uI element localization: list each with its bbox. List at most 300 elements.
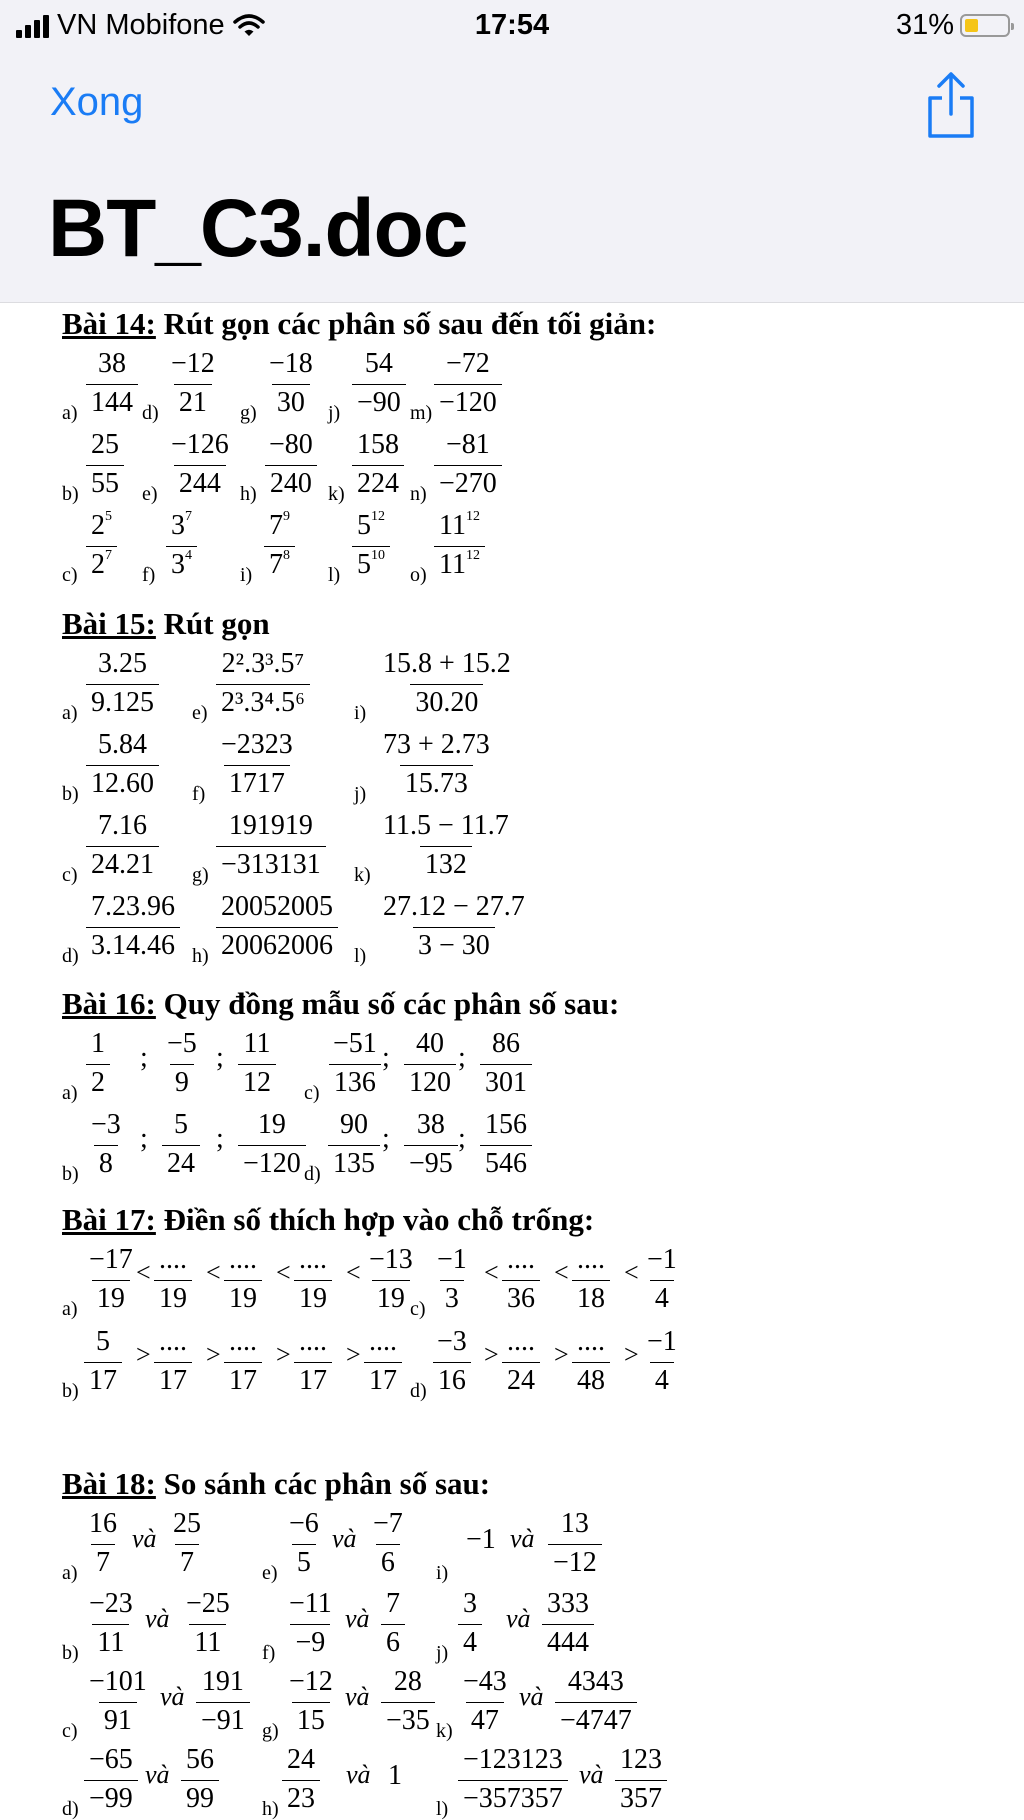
exponent: 12	[465, 548, 480, 563]
fraction	[224, 1242, 262, 1317]
denominator: 144	[86, 384, 138, 421]
denominator: 16	[433, 1362, 471, 1399]
denominator: 19	[294, 1280, 332, 1317]
item-label: j)	[354, 783, 367, 805]
denominator: −4747	[555, 1702, 637, 1739]
numerator: 24	[287, 1744, 315, 1775]
numerator: ....	[507, 1326, 535, 1357]
item-label: e)	[192, 702, 208, 724]
number-one: 1	[388, 1760, 402, 1791]
comparison-sign: >	[276, 1340, 291, 1369]
fraction	[368, 1506, 408, 1581]
denominator: 19	[224, 1280, 262, 1317]
numerator: 73 + 2.73	[383, 729, 490, 760]
numerator: −123123	[463, 1744, 563, 1775]
numerator: 123	[620, 1744, 662, 1775]
fraction	[458, 1742, 568, 1817]
numerator: 15.8 + 15.2	[383, 648, 511, 679]
fraction	[284, 1664, 338, 1739]
denominator: −91	[196, 1702, 250, 1739]
battery-icon	[960, 14, 1010, 37]
fraction	[86, 508, 117, 583]
denominator: 48	[572, 1362, 610, 1399]
numerator: ....	[299, 1326, 327, 1357]
fraction	[352, 427, 404, 502]
fraction	[432, 1242, 472, 1317]
exercise-heading	[62, 986, 619, 1022]
fraction	[84, 1324, 122, 1399]
item-label: c)	[410, 1298, 426, 1320]
separator: ;	[140, 1123, 148, 1154]
numerator: −3	[437, 1326, 467, 1357]
denominator: $5^{10}$	[352, 546, 390, 583]
denominator: 11	[189, 1624, 226, 1661]
item-label: f)	[142, 564, 156, 586]
fraction	[86, 727, 159, 802]
item-label: h)	[192, 945, 209, 967]
and-word: và	[345, 1604, 370, 1633]
denominator: 120	[404, 1064, 456, 1101]
battery-percent: 31%	[895, 9, 954, 41]
numerator: 2².3³.5⁷	[221, 648, 305, 679]
comparison-sign: <	[484, 1258, 499, 1287]
numerator: 7	[386, 1588, 400, 1619]
fraction	[84, 1506, 122, 1581]
denominator: 30	[272, 384, 310, 421]
denominator: 30.20	[410, 684, 483, 721]
numerator: 25	[173, 1508, 201, 1539]
number-minus-one: −1	[466, 1524, 496, 1555]
denominator: 132	[420, 846, 472, 883]
document-title: BT_C3.doc	[48, 183, 468, 274]
item-label: d)	[62, 945, 79, 967]
denominator: 21	[174, 384, 212, 421]
exercise-instruction: Rút gọn các phân số sau đến tối giản:	[155, 306, 657, 341]
numerator: ....	[229, 1244, 257, 1275]
denominator: 19	[92, 1280, 130, 1317]
item-label: j)	[436, 1642, 449, 1664]
comparison-sign: <	[276, 1258, 291, 1287]
denominator: 17	[84, 1362, 122, 1399]
numerator: −43	[463, 1666, 507, 1697]
numerator: 16	[89, 1508, 117, 1539]
item-label: o)	[410, 564, 427, 586]
item-label: f)	[262, 1642, 276, 1664]
exponent: 12	[371, 509, 385, 524]
numerator: 191	[201, 1666, 244, 1697]
item-label: l)	[436, 1798, 449, 1820]
comparison-sign: >	[624, 1340, 639, 1369]
denominator: 3.14.46	[86, 927, 180, 964]
item-label: n)	[410, 483, 427, 505]
numerator: ....	[577, 1326, 605, 1357]
exercise-instruction: Rút gọn	[155, 606, 270, 641]
item-label: i)	[436, 1562, 449, 1584]
exercise-instruction: Quy đồng mẫu số các phân số sau:	[155, 986, 620, 1021]
fraction	[86, 1107, 126, 1182]
denominator: −357357	[458, 1780, 568, 1817]
numerator: 1	[91, 1028, 105, 1059]
fraction	[86, 646, 159, 721]
fraction	[502, 1242, 540, 1317]
item-label: b)	[62, 1163, 79, 1185]
fraction	[84, 1586, 138, 1661]
numerator: 38	[98, 348, 126, 379]
item-label: g)	[240, 402, 257, 424]
comparison-sign: <	[346, 1258, 361, 1287]
denominator: 19	[154, 1280, 192, 1317]
fraction	[572, 1324, 610, 1399]
item-label: b)	[62, 483, 79, 505]
item-label: d)	[142, 402, 159, 424]
comparison-sign: >	[136, 1340, 151, 1369]
item-label: b)	[62, 1642, 79, 1664]
fraction	[458, 1664, 512, 1739]
numerator: 158	[357, 429, 399, 460]
comparison-sign: <	[136, 1258, 151, 1287]
item-label: c)	[62, 864, 78, 886]
item-label: h)	[240, 483, 257, 505]
numerator: ....	[159, 1326, 187, 1357]
item-label: e)	[262, 1562, 278, 1584]
fraction	[378, 889, 530, 964]
exponent: 7	[105, 548, 112, 563]
item-label: i)	[240, 564, 253, 586]
fraction	[381, 1664, 435, 1739]
denominator: 2	[86, 1064, 110, 1101]
fraction	[168, 1506, 206, 1581]
numerator: 28	[393, 1666, 422, 1697]
denominator: 15.73	[400, 765, 473, 802]
numerator: −23	[89, 1588, 133, 1619]
numerator: 3	[463, 1588, 477, 1619]
denominator: 15	[292, 1702, 330, 1739]
denominator: 301	[480, 1064, 532, 1101]
denominator: 99	[181, 1780, 219, 1817]
numerator: 27.12 − 27.7	[383, 891, 525, 922]
fraction	[86, 1026, 110, 1101]
denominator: 17	[224, 1362, 262, 1399]
item-label: c)	[62, 1720, 78, 1742]
status-bar	[0, 0, 1024, 50]
denominator: 7	[175, 1544, 199, 1581]
numerator: $5^{12}$	[357, 509, 385, 541]
denominator: $3^4$	[166, 546, 197, 583]
denominator: 24	[162, 1145, 200, 1182]
fraction	[352, 508, 390, 583]
and-word: và	[510, 1524, 535, 1553]
share-icon[interactable]	[926, 70, 976, 140]
fraction	[84, 1664, 152, 1739]
item-label: m)	[410, 402, 433, 424]
numerator: −65	[89, 1744, 133, 1775]
separator: ;	[216, 1042, 224, 1073]
done-button[interactable]: Xong	[50, 80, 144, 124]
item-label: d)	[304, 1163, 321, 1185]
denominator: $7^8$	[264, 546, 295, 583]
item-label: g)	[192, 864, 209, 886]
denominator: 6	[376, 1544, 400, 1581]
fraction	[294, 1324, 332, 1399]
numerator: −1	[647, 1326, 677, 1357]
denominator: −90	[352, 384, 406, 421]
numerator: −1	[647, 1244, 677, 1275]
exponent: 12	[465, 509, 480, 524]
comparison-sign: <	[206, 1258, 221, 1287]
item-label: l)	[328, 564, 341, 586]
fraction	[86, 889, 180, 964]
denominator: 357	[615, 1780, 667, 1817]
item-label: e)	[142, 483, 158, 505]
numerator: −7	[373, 1508, 403, 1539]
denominator: 12.60	[86, 765, 159, 802]
exercise-number: Bài 14:	[62, 306, 156, 341]
denominator: −120	[434, 384, 502, 421]
separator: ;	[458, 1042, 466, 1073]
separator: ;	[382, 1123, 390, 1154]
exercise-heading	[62, 606, 270, 642]
and-word: và	[345, 1682, 370, 1711]
fraction	[502, 1324, 540, 1399]
numerator: −81	[446, 429, 490, 460]
item-label: a)	[62, 402, 78, 424]
exponent: 10	[371, 548, 385, 563]
numerator: −12	[171, 348, 215, 379]
item-label: d)	[410, 1380, 427, 1402]
fraction	[224, 1324, 262, 1399]
item-label: j)	[328, 402, 341, 424]
item-label: k)	[436, 1720, 453, 1742]
numerator: $3^7$	[171, 509, 192, 541]
numerator: 5.84	[98, 729, 147, 760]
denominator: 12	[238, 1064, 276, 1101]
exercise-heading	[62, 1466, 490, 1502]
fraction	[364, 1324, 402, 1399]
carrier-name: VN Mobifone	[57, 9, 225, 41]
fraction	[381, 1586, 405, 1661]
fraction	[216, 889, 338, 964]
numerator: −51	[333, 1028, 377, 1059]
denominator: 9	[170, 1064, 194, 1101]
fraction	[294, 1242, 332, 1317]
numerator: 20052005	[221, 891, 333, 922]
denominator: 224	[352, 465, 404, 502]
comparison-sign: <	[554, 1258, 569, 1287]
fraction	[181, 1586, 235, 1661]
numerator: 156	[485, 1109, 527, 1140]
denominator: 444	[542, 1624, 594, 1661]
numerator: −80	[269, 429, 313, 460]
numerator: 11.5 − 11.7	[383, 810, 509, 841]
fraction	[572, 1242, 610, 1317]
numerator: −2323	[221, 729, 293, 760]
numerator: −25	[186, 1588, 230, 1619]
numerator: ....	[229, 1326, 257, 1357]
numerator: −6	[289, 1508, 319, 1539]
denominator: 24.21	[86, 846, 159, 883]
numerator: 3.25	[98, 648, 147, 679]
numerator: 333	[547, 1588, 589, 1619]
fraction	[84, 1742, 138, 1817]
numerator: 4343	[567, 1666, 624, 1697]
fraction	[458, 1586, 482, 1661]
fraction	[264, 427, 318, 502]
denominator: 23	[282, 1780, 320, 1817]
exercise-instruction: Điền số thích hợp vào chỗ trống:	[155, 1202, 595, 1237]
fraction	[615, 1742, 667, 1817]
denominator: 7	[91, 1544, 115, 1581]
fraction	[378, 808, 514, 883]
exercise-number: Bài 16:	[62, 986, 156, 1021]
fraction	[642, 1242, 682, 1317]
numerator: 5	[174, 1109, 188, 1140]
numerator: ....	[369, 1326, 397, 1357]
fraction	[86, 808, 159, 883]
item-label: a)	[62, 702, 78, 724]
fraction	[480, 1107, 532, 1182]
numerator: −5	[167, 1028, 197, 1059]
denominator: 4	[650, 1280, 674, 1317]
numerator: 13	[560, 1508, 589, 1539]
fraction	[154, 1242, 192, 1317]
fraction	[284, 1506, 324, 1581]
comparison-sign: >	[554, 1340, 569, 1369]
item-label: c)	[62, 564, 78, 586]
denominator: 20062006	[216, 927, 338, 964]
exponent: 9	[283, 509, 290, 524]
fraction	[404, 1107, 458, 1182]
denominator: 91	[99, 1702, 137, 1739]
fraction	[162, 1026, 202, 1101]
and-word: và	[132, 1524, 157, 1553]
item-label: k)	[354, 864, 371, 886]
denominator: $2^7$	[86, 546, 117, 583]
fraction	[434, 508, 485, 583]
denominator: −95	[404, 1145, 458, 1182]
item-label: a)	[62, 1298, 78, 1320]
fraction	[432, 1324, 472, 1399]
denominator: 1717	[224, 765, 290, 802]
fraction	[196, 1664, 250, 1739]
exponent: 7	[185, 509, 192, 524]
denominator: $11^{12}$	[434, 546, 485, 583]
denominator: 4	[650, 1362, 674, 1399]
numerator: −3	[91, 1109, 121, 1140]
numerator: 56	[186, 1744, 214, 1775]
fraction	[166, 346, 220, 421]
denominator: −270	[434, 465, 502, 502]
item-label: h)	[262, 1798, 279, 1820]
item-label: i)	[354, 702, 367, 724]
and-word: và	[519, 1682, 544, 1711]
comparison-sign: >	[346, 1340, 361, 1369]
denominator: 6	[381, 1624, 405, 1661]
numerator: 7.16	[98, 810, 147, 841]
item-label: f)	[192, 783, 206, 805]
fraction	[162, 1107, 200, 1182]
denominator: 2³.3⁴.5⁶	[216, 684, 310, 721]
denominator: −99	[84, 1780, 138, 1817]
denominator: 136	[329, 1064, 381, 1101]
numerator: ....	[507, 1244, 535, 1275]
fraction	[154, 1324, 192, 1399]
item-label: b)	[62, 783, 79, 805]
exponent: 8	[283, 548, 290, 563]
comparison-sign: >	[206, 1340, 221, 1369]
numerator: ....	[299, 1244, 327, 1275]
numerator: 25	[91, 429, 119, 460]
and-word: và	[332, 1524, 357, 1553]
exponent: 4	[185, 548, 192, 563]
fraction	[548, 1506, 602, 1581]
and-word: và	[160, 1682, 185, 1711]
item-label: g)	[262, 1720, 279, 1742]
numerator: 191919	[228, 810, 313, 841]
fraction	[284, 1586, 337, 1661]
fraction	[238, 1107, 306, 1182]
numerator: −1	[437, 1244, 467, 1275]
numerator: −126	[171, 429, 229, 460]
and-word: và	[145, 1760, 170, 1789]
denominator: 17	[294, 1362, 332, 1399]
numerator: 19	[257, 1109, 286, 1140]
fraction	[264, 346, 318, 421]
exercise-instruction: So sánh các phân số sau:	[155, 1466, 491, 1501]
numerator: 11	[243, 1028, 271, 1059]
denominator: 17	[364, 1362, 402, 1399]
document-content	[0, 302, 1024, 1820]
separator: ;	[140, 1042, 148, 1073]
denominator: −12	[548, 1544, 602, 1581]
numerator: −11	[289, 1588, 332, 1619]
numerator: ....	[577, 1244, 605, 1275]
fraction	[216, 646, 310, 721]
fraction	[181, 1742, 219, 1817]
and-word: và	[579, 1760, 604, 1789]
exponent: 5	[105, 509, 112, 524]
denominator: −9	[290, 1624, 330, 1661]
separator: ;	[382, 1042, 390, 1073]
denominator: 11	[92, 1624, 129, 1661]
denominator: 3 − 30	[413, 927, 495, 964]
numerator: 86	[492, 1028, 520, 1059]
exercise-number: Bài 15:	[62, 606, 156, 641]
fraction	[264, 508, 295, 583]
fraction	[480, 1026, 532, 1101]
numerator: −13	[369, 1244, 413, 1275]
fraction	[166, 508, 197, 583]
and-word: và	[346, 1760, 371, 1789]
fraction	[555, 1664, 637, 1739]
denominator: 19	[372, 1280, 410, 1317]
numerator: −72	[446, 348, 490, 379]
fraction	[238, 1026, 276, 1101]
numerator: −12	[289, 1666, 333, 1697]
item-label: c)	[304, 1082, 320, 1104]
fraction	[166, 427, 234, 502]
fraction	[542, 1586, 594, 1661]
numerator: 38	[416, 1109, 445, 1140]
numerator: 54	[364, 348, 393, 379]
denominator: 47	[466, 1702, 504, 1739]
fraction	[434, 427, 502, 502]
exercise-number: Bài 18:	[62, 1466, 156, 1501]
item-label: a)	[62, 1082, 78, 1104]
fraction	[84, 1242, 138, 1317]
denominator: 5	[292, 1544, 316, 1581]
numerator: 90	[340, 1109, 368, 1140]
separator: ;	[216, 1123, 224, 1154]
